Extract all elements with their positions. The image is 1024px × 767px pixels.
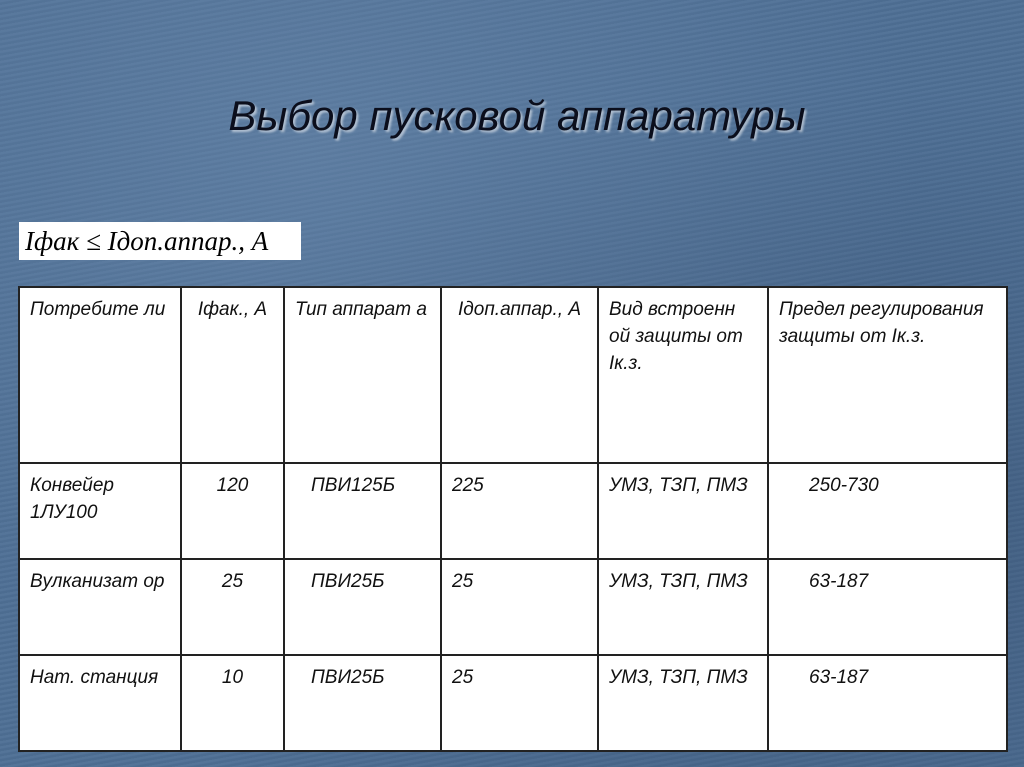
formula-box: Iфак ≤ Iдоп.аппар., А: [19, 222, 301, 260]
table-cell: 25: [181, 559, 284, 655]
header-cell: Iфак., А: [181, 287, 284, 463]
table-cell: ПВИ25Б: [284, 655, 441, 751]
table-cell: УМЗ, ТЗП, ПМЗ: [598, 463, 768, 559]
table-cell: ПВИ25Б: [284, 559, 441, 655]
header-cell: Потребите ли: [19, 287, 181, 463]
table-cell: УМЗ, ТЗП, ПМЗ: [598, 655, 768, 751]
table-cell: 63-187: [768, 559, 1007, 655]
table-cell: 120: [181, 463, 284, 559]
table-cell: 10: [181, 655, 284, 751]
table-row: [19, 559, 1007, 655]
table-cell: 225: [441, 463, 598, 559]
table-cell: УМЗ, ТЗП, ПМЗ: [598, 559, 768, 655]
table-cell: 25: [441, 655, 598, 751]
slide-title: Выбор пусковой аппаратуры: [228, 92, 806, 139]
table-cell: 250-730: [768, 463, 1007, 559]
table-cell: ПВИ125Б: [284, 463, 441, 559]
header-cell: Вид встроенн ой защиты от Iк.з.: [598, 287, 768, 463]
table-cell: Конвейер 1ЛУ100: [19, 463, 181, 559]
header-cell: Тип аппарат а: [284, 287, 441, 463]
header-cell: Предел регулирования защиты от Iк.з.: [768, 287, 1007, 463]
table-cell: Вулканизат ор: [19, 559, 181, 655]
data-table: [18, 286, 1008, 752]
table-row: [19, 655, 1007, 751]
table-cell: 63-187: [768, 655, 1007, 751]
header-cell: Iдоп.аппар., А: [441, 287, 598, 463]
table-cell: 25: [441, 559, 598, 655]
table-header-row: [19, 287, 1007, 463]
table-cell: Нат. станция: [19, 655, 181, 751]
table-row: [19, 463, 1007, 559]
